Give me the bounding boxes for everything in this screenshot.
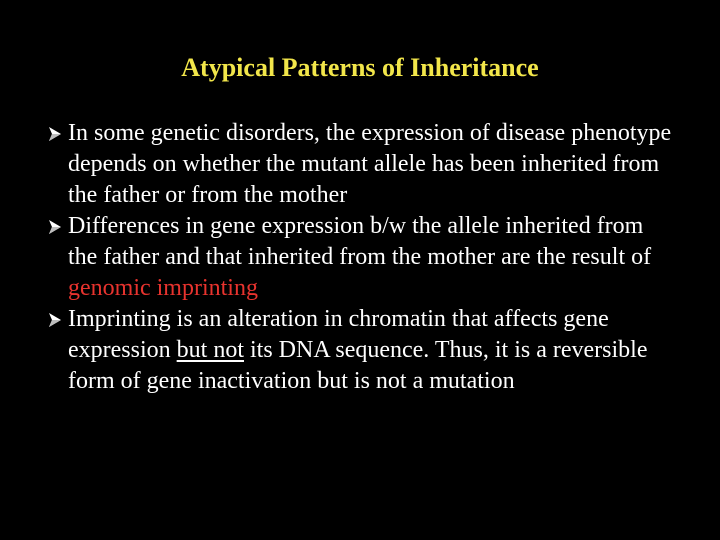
bullet-list — [48, 118, 678, 397]
bullet-text: In some genetic disorders, the expression of disease phenotype depends on whether the mutant allele has been inherited from the father or from the mother — [68, 120, 672, 208]
arrowhead-bullet-icon — [48, 126, 62, 142]
bullet-item — [48, 304, 678, 397]
slide-title: Atypical Patterns of Inheritance — [181, 53, 539, 82]
bullet-text: Imprinting is an alteration in chromatin that affects gene expression — [68, 306, 609, 363]
highlighted-term: genomic imprinting — [68, 275, 258, 301]
bullet-text: Differences in gene expression b/w the allele inherited from the father and that inherited from the mother are the result of — [68, 213, 652, 270]
arrowhead-bullet-icon — [48, 312, 62, 328]
bullet-item — [48, 211, 678, 304]
bullet-item — [48, 118, 678, 211]
bullet-text: its DNA sequence. Thus, it is a reversible form of gene inactivation but is not a mutation — [68, 337, 648, 394]
underlined-phrase: but not — [176, 337, 244, 363]
arrowhead-bullet-icon — [48, 219, 62, 235]
